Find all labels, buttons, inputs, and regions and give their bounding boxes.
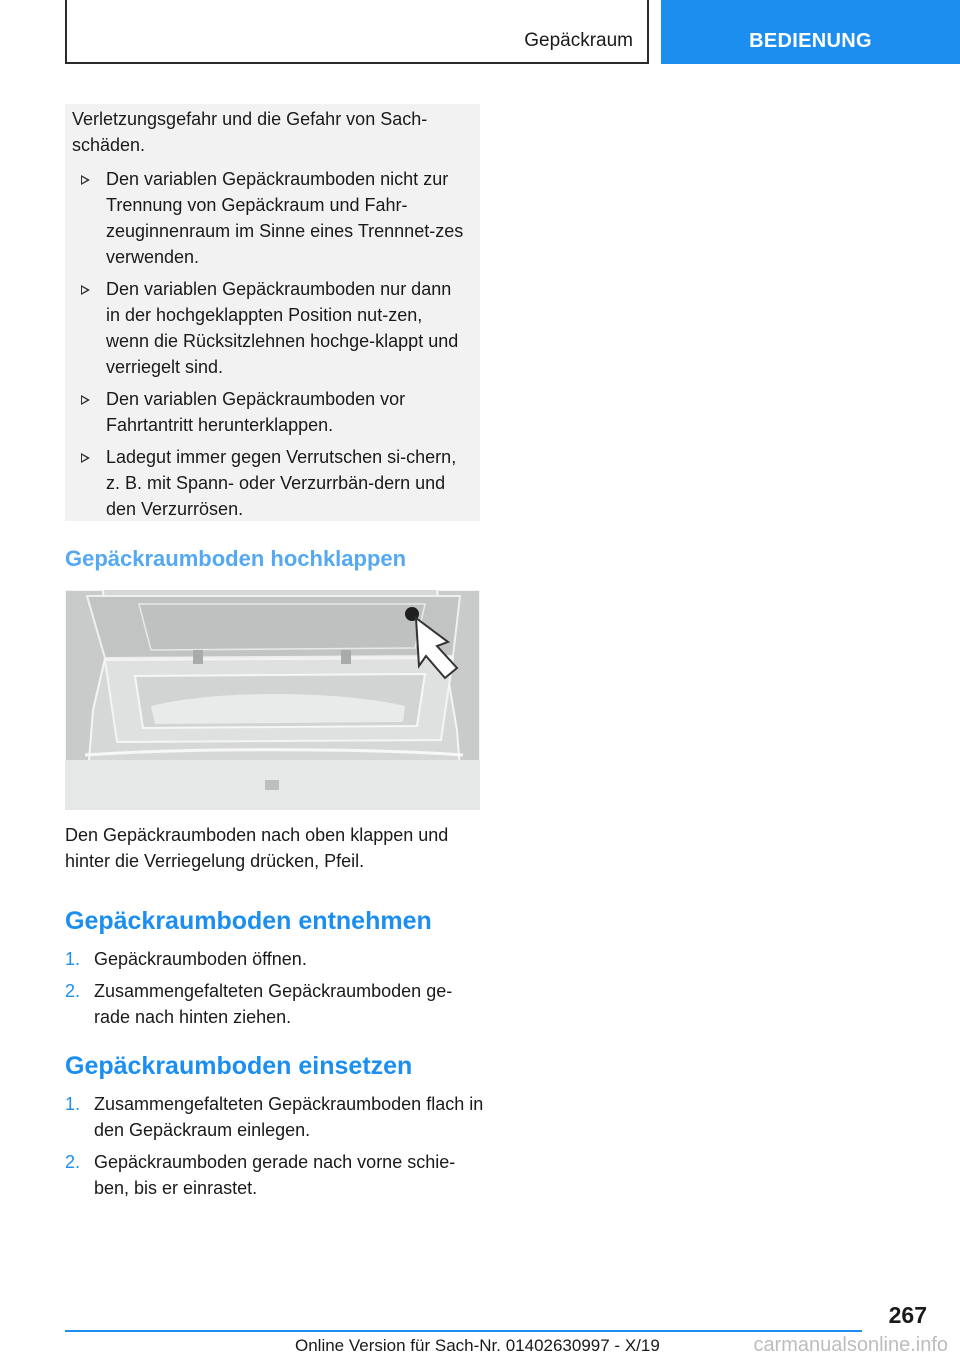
warning-box	[65, 104, 480, 521]
heading-remove: Gepäckraumboden entnehmen	[65, 907, 432, 935]
online-version-text: Online Version für Sach-Nr. 01402630997 - X/19	[295, 1336, 660, 1355]
insert-steps	[65, 1091, 485, 1207]
step-number: 1.	[65, 1094, 81, 1114]
warning-item	[72, 386, 470, 438]
page-number: 267	[888, 1302, 927, 1328]
bullet-triangle-icon	[81, 285, 90, 295]
chapter-tab[interactable]: BEDIENUNG	[661, 0, 960, 64]
warning-list	[72, 166, 470, 522]
fold-up-caption: Den Gepäckraumboden nach oben klappen und hinter die Verriegelung drücken, Pfeil.	[65, 825, 449, 871]
trunk-drawing	[65, 590, 480, 810]
list-item	[65, 978, 485, 1030]
header-section-title: Gepäckraum	[524, 30, 633, 51]
trunk-illustration	[65, 590, 480, 810]
watermark: carmanualsonline.info	[753, 1334, 948, 1356]
list-item	[65, 1091, 485, 1143]
step-text: Zusammengefalteten Gepäckraumboden ge-rade nach hinten ziehen.	[94, 981, 453, 1027]
warning-item-text: Den variablen Gepäckraumboden nicht zur Trennung von Gepäckraum und Fahr-zeuginnenraum im Sinne eines Trennnet-zes verwenden.	[106, 169, 464, 267]
warning-item	[72, 276, 470, 380]
bullet-triangle-icon	[81, 453, 90, 463]
warning-item-text: Ladegut immer gegen Verrutschen si-chern, z. B. mit Spann- oder Verzurrbän-dern und den Verzurrösen.	[106, 447, 457, 519]
warning-item-text: Den variablen Gepäckraumboden nur dann in der hochgeklappten Position nut-zen, wenn die Rücksitzlehnen hochge-klappt und verriegelt sind.	[106, 279, 459, 377]
warning-item	[72, 166, 470, 270]
warning-item	[72, 444, 470, 522]
step-text: Zusammengefalteten Gepäckraumboden flach in den Gepäckraum einlegen.	[94, 1094, 484, 1140]
step-text: Gepäckraumboden öffnen.	[94, 949, 307, 969]
heading-insert: Gepäckraumboden einsetzen	[65, 1052, 413, 1080]
header-box	[65, 0, 649, 64]
step-number: 1.	[65, 949, 81, 969]
footer-divider	[65, 1330, 862, 1332]
warning-intro: Verletzungsgefahr und die Gefahr von Sach-schäden.	[72, 109, 428, 155]
remove-steps	[65, 946, 485, 1036]
list-item	[65, 1149, 485, 1201]
heading-fold-up: Gepäckraumboden hochklappen	[65, 546, 407, 571]
warning-item-text: Den variablen Gepäckraumboden vor Fahrtantritt herunterklappen.	[106, 389, 406, 435]
step-number: 2.	[65, 981, 81, 1001]
bullet-triangle-icon	[81, 395, 90, 405]
step-text: Gepäckraumboden gerade nach vorne schie-ben, bis er einrastet.	[94, 1152, 456, 1198]
step-number: 2.	[65, 1152, 81, 1172]
list-item	[65, 946, 485, 972]
bullet-triangle-icon	[81, 175, 90, 185]
